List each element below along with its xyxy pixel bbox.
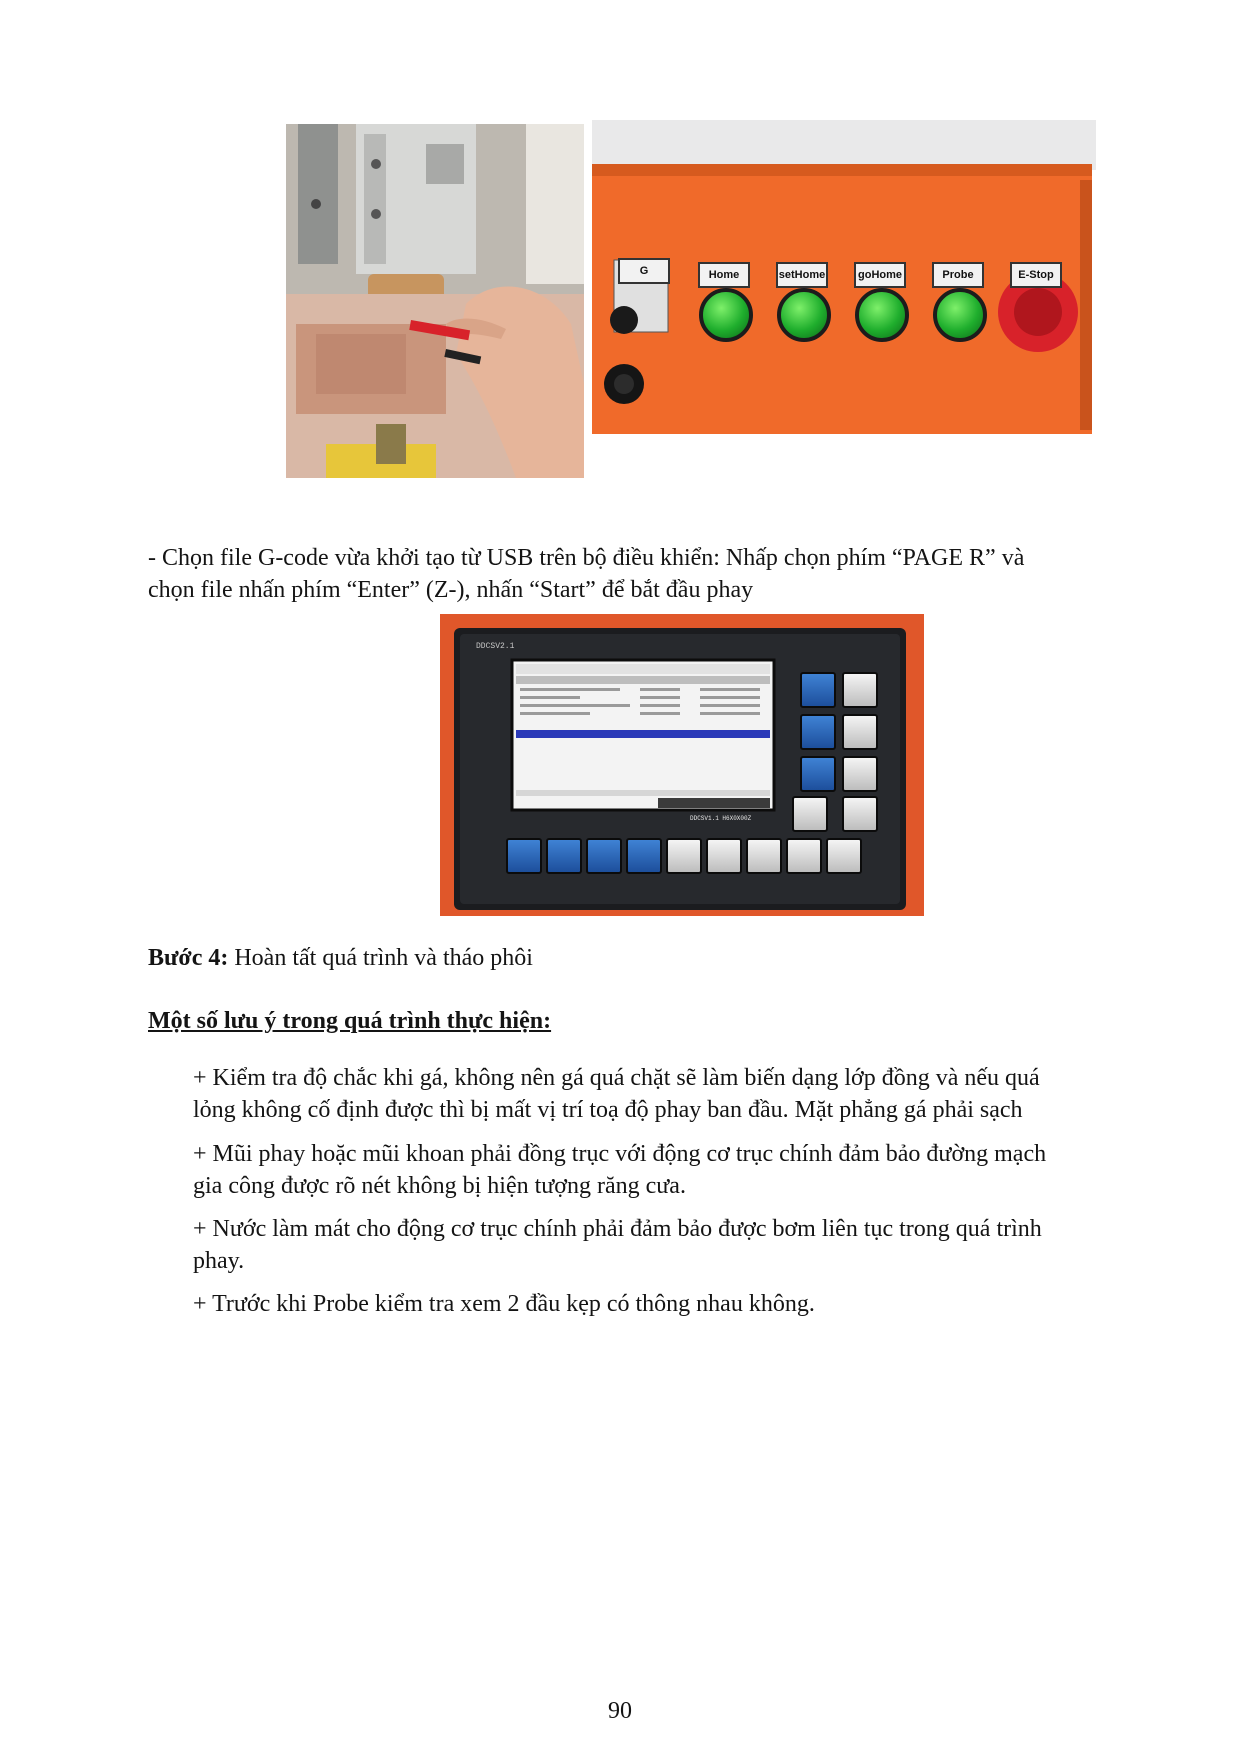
controller-key-up-1 [842,672,878,708]
page-number: 90 [608,1698,632,1724]
note-3-line-1: + Nước làm mát cho động cơ trục chính phải đảm bảo được bơm liên tục trong quá trình [193,1216,1042,1242]
controller-key-down-2 [842,796,878,832]
controller-brand-label: DDCSV2.1 [476,642,515,651]
step-4-label: Bước 4: [148,945,229,971]
probe-button-label: Probe [932,262,984,288]
note-2-line-2: gia công được rõ nét không bị hiện tượng răng cưa. [193,1173,686,1199]
instruction-paragraph [148,542,1158,606]
sethome-button [777,288,831,342]
note-item-1 [193,1062,1158,1126]
note-item-3 [193,1213,1158,1277]
controller-key-probe [626,838,662,874]
gohome-button-label: goHome [854,262,906,288]
photo-control-panel [592,120,1096,434]
key-switch-label: G [618,258,670,284]
sethome-button-label: setHome [776,262,828,288]
controller-key-blue-1 [800,672,836,708]
controller-key-right [826,838,862,874]
estop-button-label: E-Stop [1010,262,1062,288]
photo-controller [440,614,924,916]
controller-key-up-2 [842,756,878,792]
step-4-text: Hoàn tất quá trình và tháo phôi [228,945,533,971]
gohome-button [855,288,909,342]
spindle-photo-illustration [286,124,584,478]
controller-key-up-3 [792,796,828,832]
controller-key-start [506,838,542,874]
instruction-line-2: chọn file nhấn phím “Enter” (Z-), nhấn “Start” để bắt đầu phay [148,577,754,603]
controller-key-down-3 [786,838,822,874]
controller-key-pause [546,838,582,874]
note-1-line-1: + Kiểm tra độ chắc khi gá, không nên gá quá chặt sẽ làm biến dạng lớp đồng và nếu quá [193,1065,1040,1091]
controller-key-down-1 [842,714,878,750]
note-item-4 [193,1288,1158,1320]
controller-key-left [746,838,782,874]
home-button-label: Home [698,262,750,288]
controller-key-blue-3 [800,756,836,792]
controller-key-coolant [666,838,702,874]
instruction-line-1: - Chọn file G-code vừa khởi tạo từ USB trên bộ điều khiển: Nhấp chọn phím “PAGE R” và [148,545,1025,571]
controller-status-bar: DDCSV1.1 H6X0X00Z [690,815,752,822]
controller-key-spindle [706,838,742,874]
photo-spindle-probe [286,124,584,478]
note-3-line-2: phay. [193,1248,245,1274]
note-item-2 [193,1138,1158,1202]
probe-button [933,288,987,342]
controller-key-reset [586,838,622,874]
note-4-line-1: + Trước khi Probe kiểm tra xem 2 đầu kẹp có thông nhau không. [193,1291,815,1317]
note-2-line-1: + Mũi phay hoặc mũi khoan phải đồng trục với động cơ trục chính đảm bảo đường mạch [193,1141,1047,1167]
controller-key-blue-2 [800,714,836,750]
note-1-line-2: lỏng không cố định được thì bị mất vị trí toạ độ phay ban đầu. Mặt phẳng gá phải sạch [193,1097,1023,1123]
home-button [699,288,753,342]
notes-heading: Một số lưu ý trong quá trình thực hiện: [148,1008,552,1034]
step-4-paragraph [148,942,1158,974]
